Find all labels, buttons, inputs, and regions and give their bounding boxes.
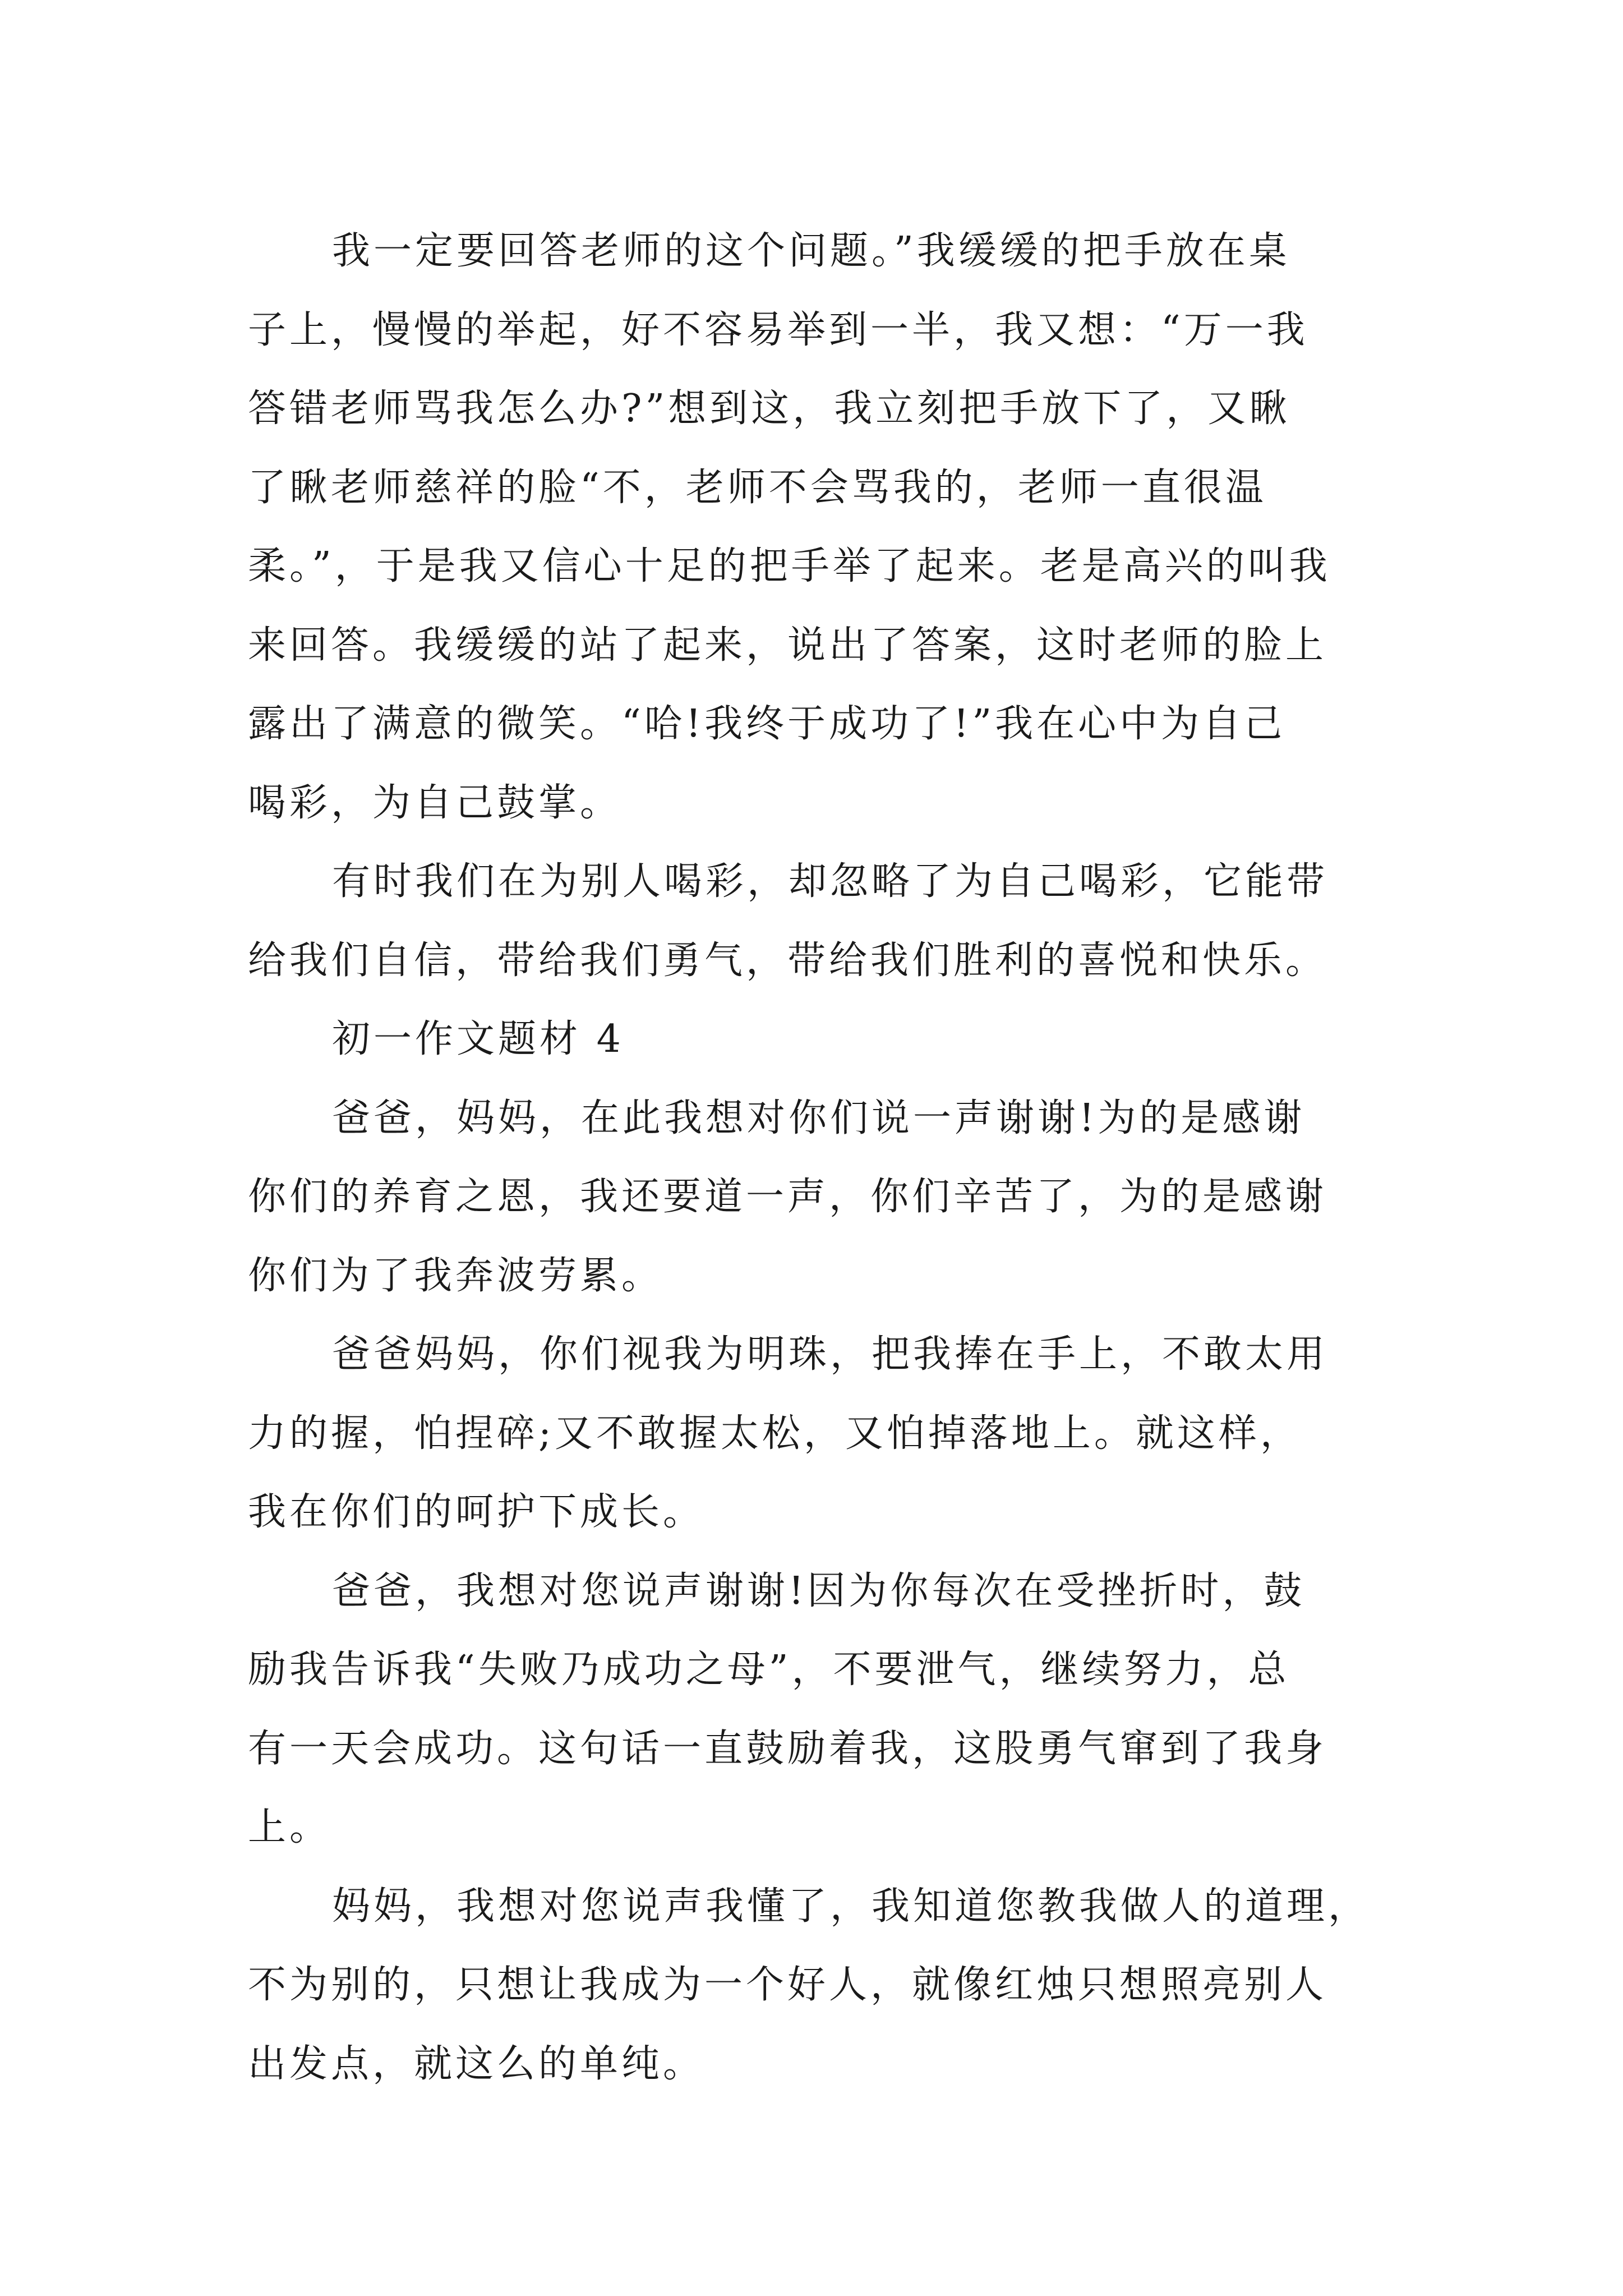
text-line: 柔。”，于是我又信心十足的把手举了起来。老是高兴的叫我 bbox=[248, 544, 1331, 588]
text-line: 有时我们在为别人喝彩，却忽略了为自己喝彩，它能带 bbox=[332, 859, 1329, 904]
text-line: 了瞅老师慈祥的脸“不，老师不会骂我的，老师一直很温 bbox=[248, 465, 1267, 510]
text-line: 力的握，怕捏碎;又不敢握太松，又怕掉落地上。就这样， bbox=[248, 1411, 1302, 1456]
text-line: 励我告诉我“失败乃成功之母”，不要泄气，继续努力，总 bbox=[248, 1648, 1290, 1692]
text-line: 有一天会成功。这句话一直鼓励着我，这股勇气窜到了我身 bbox=[248, 1726, 1327, 1771]
text-line: 露出了满意的微笑。“哈!我终于成功了!”我在心中为自己 bbox=[248, 702, 1286, 746]
text-line: 来回答。我缓缓的站了起来，说出了答案，这时老师的脸上 bbox=[248, 623, 1327, 668]
text-line: 上。 bbox=[248, 1805, 331, 1849]
text-line: 妈妈，我想对您说声我懂了，我知道您教我做人的道理， bbox=[332, 1884, 1370, 1929]
text-line: 爸爸妈妈，你们视我为明珠，把我捧在手上，不敢太用 bbox=[332, 1332, 1329, 1377]
text-line: 你们为了我奔波劳累。 bbox=[248, 1253, 663, 1298]
text-line: 答错老师骂我怎么办?”想到这，我立刻把手放下了，又瞅 bbox=[248, 386, 1291, 431]
text-line: 我一定要回答老师的这个问题。”我缓缓的把手放在桌 bbox=[332, 229, 1290, 273]
section-heading: 初一作文题材 4 bbox=[332, 1017, 624, 1061]
text-line: 不为别的，只想让我成为一个好人，就像红烛只想照亮别人 bbox=[248, 1963, 1327, 2007]
text-line: 给我们自信，带给我们勇气，带给我们胜利的喜悦和快乐。 bbox=[248, 938, 1327, 983]
text-line: 子上，慢慢的举起，好不容易举到一半，我又想：“万一我 bbox=[248, 307, 1308, 352]
text-line: 喝彩，为自己鼓掌。 bbox=[248, 780, 622, 825]
text-line: 爸爸，妈妈，在此我想对你们说一声谢谢!为的是感谢 bbox=[332, 1096, 1306, 1140]
text-line: 我在你们的呵护下成长。 bbox=[248, 1490, 705, 1534]
body-text bbox=[248, 212, 1392, 2104]
text-line: 爸爸，我想对您说声谢谢!因为你每次在受挫折时，鼓 bbox=[332, 1568, 1306, 1613]
text-line: 出发点，就这么的单纯。 bbox=[248, 2041, 705, 2086]
text-line: 你们的养育之恩，我还要道一声，你们辛苦了，为的是感谢 bbox=[248, 1175, 1327, 1219]
